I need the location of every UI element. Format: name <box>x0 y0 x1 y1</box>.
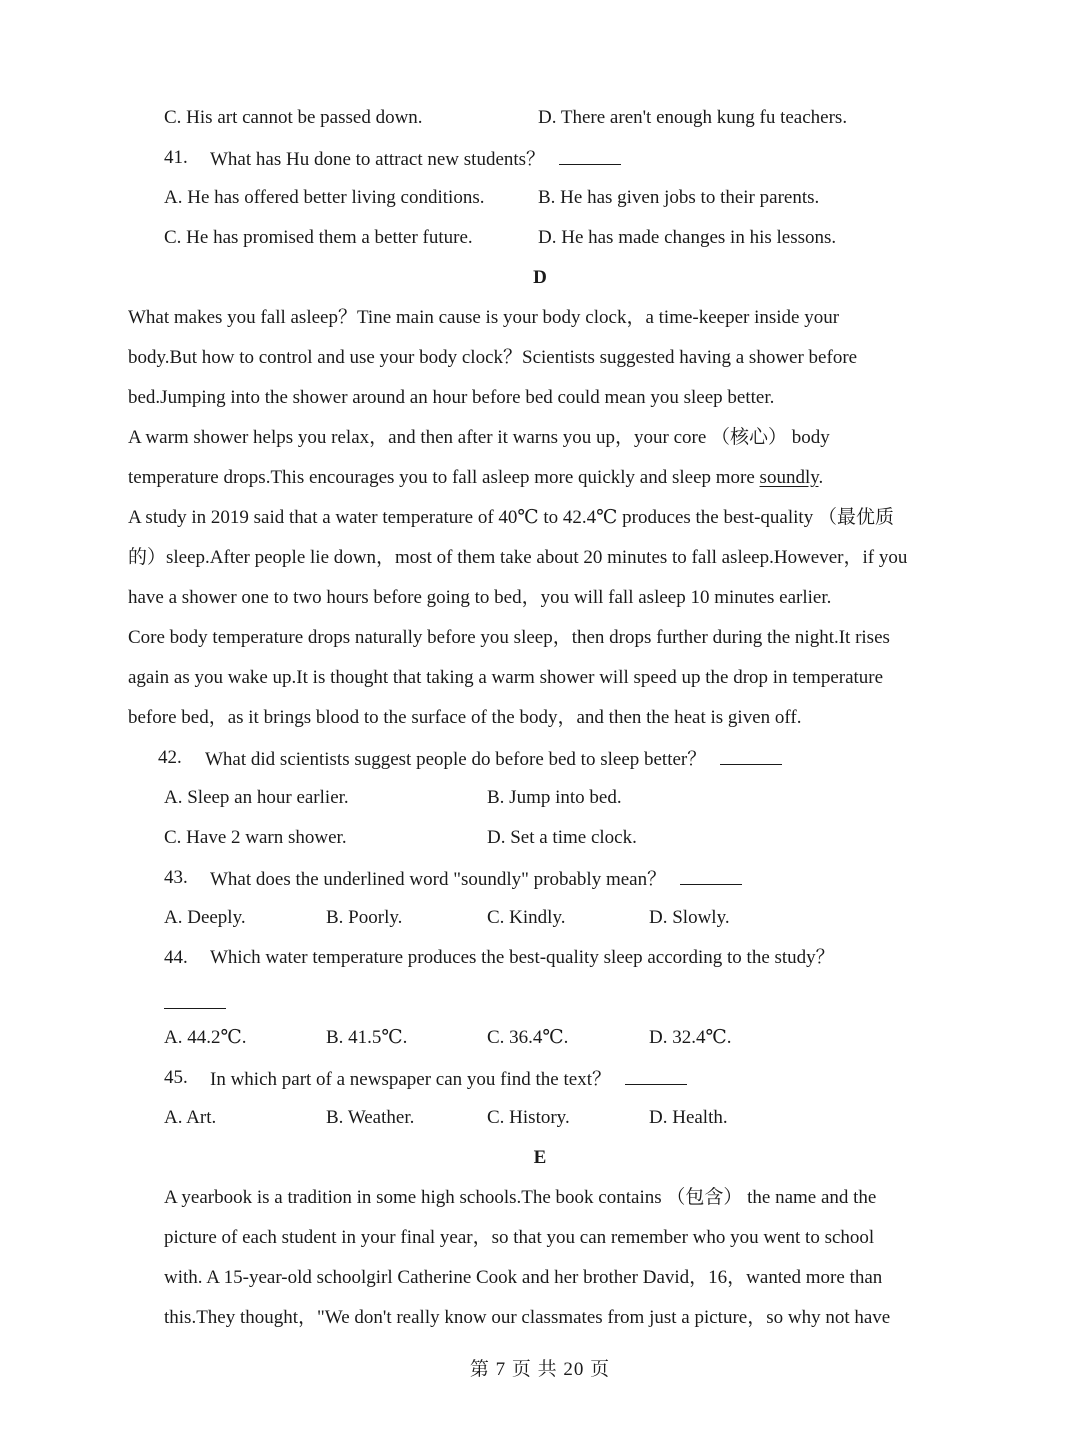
passage-e-line: A yearbook is a tradition in some high schools.The book contains （包含） the name and the <box>164 1187 877 1208</box>
q42-option-a: A. Sleep an hour earlier. <box>164 787 349 808</box>
q44-number: 44. <box>164 947 188 968</box>
section-d-heading: D <box>533 267 547 288</box>
q42-option-d: D. Set a time clock. <box>487 827 637 848</box>
passage-d-text: . <box>818 467 824 488</box>
q42-text: What did scientists suggest people do before bed to sleep better？ <box>205 749 707 770</box>
passage-d-line: body.But how to control and use your body clock？Scientists suggested having a shower before <box>128 347 858 368</box>
q44-option-d: D. 32.4℃. <box>649 1027 732 1048</box>
q41-option-a: A. He has offered better living conditions. <box>164 187 485 208</box>
passage-d-line: Core body temperature drops naturally before you sleep，then drops further during the night.It rises <box>128 627 890 648</box>
passage-e-line: with. A 15-year-old schoolgirl Catherine Cook and her brother David，16，wanted more than <box>164 1267 883 1288</box>
q44-text: Which water temperature produces the best-quality sleep according to the study？ <box>210 947 835 968</box>
q41-option-c: C. He has promised them a better future. <box>164 227 473 248</box>
q44-option-b: B. 41.5℃. <box>326 1027 408 1048</box>
q41-option-d: D. He has made changes in his lessons. <box>538 227 837 248</box>
passage-d-line: What makes you fall asleep？Tine main cause is your body clock，a time-keeper inside your <box>128 307 840 328</box>
passage-d-line: A warm shower helps you relax，and then after it warns you up，your core （核心） body <box>128 427 830 448</box>
q45-question <box>210 1066 687 1092</box>
answer-blank <box>559 146 621 165</box>
q45-option-d: D. Health. <box>649 1107 728 1128</box>
q41-option-b: B. He has given jobs to their parents. <box>538 187 820 208</box>
q43-option-b: B. Poorly. <box>326 907 403 928</box>
passage-d-line: A study in 2019 said that a water temperature of 40℃ to 42.4℃ produces the best-quality （最优质 <box>128 507 894 528</box>
underlined-word-soundly: soundly <box>759 467 819 488</box>
passage-d-line: have a shower one to two hours before going to bed，you will fall asleep 10 minutes earlier. <box>128 587 832 608</box>
q44-option-c: C. 36.4℃. <box>487 1027 569 1048</box>
answer-blank <box>164 1007 226 1009</box>
passage-d-line: before bed，as it brings blood to the surface of the body，and then the heat is given off. <box>128 707 802 728</box>
q45-text: In which part of a newspaper can you find the text？ <box>210 1069 611 1090</box>
q44-option-a: A. 44.2℃. <box>164 1027 247 1048</box>
passage-d-line: 的）sleep.After people lie down，most of them take about 20 minutes to fall asleep.However，if you <box>128 547 908 568</box>
q45-option-c: C. History. <box>487 1107 570 1128</box>
q43-option-a: A. Deeply. <box>164 907 246 928</box>
q42-option-b: B. Jump into bed. <box>487 787 622 808</box>
answer-blank <box>720 746 782 765</box>
passage-d-line: again as you wake up.It is thought that taking a warm shower will speed up the drop in temperature <box>128 667 884 688</box>
q45-number: 45. <box>164 1067 188 1088</box>
answer-blank <box>680 866 742 885</box>
passage-e-line: this.They thought，"We don't really know our classmates from just a picture，so why not have <box>164 1307 891 1328</box>
passage-d-line <box>128 466 823 490</box>
q41-text: What has Hu done to attract new students？ <box>210 149 546 170</box>
q43-text: What does the underlined word "soundly" probably mean？ <box>210 869 667 890</box>
q45-option-a: A. Art. <box>164 1107 217 1128</box>
q43-number: 43. <box>164 867 188 888</box>
passage-e-line: picture of each student in your final year，so that you can remember who you went to school <box>164 1227 875 1248</box>
q43-question <box>210 866 742 892</box>
page-footer: 第 7 页 共 20 页 <box>469 1359 611 1380</box>
passage-d-text: temperature drops.This encourages you to fall asleep more quickly and sleep more <box>128 467 760 488</box>
q41-number: 41. <box>164 147 188 168</box>
q40-option-d: D. There aren't enough kung fu teachers. <box>538 107 848 128</box>
q42-question <box>205 746 782 772</box>
section-e-heading: E <box>533 1147 547 1168</box>
q45-option-b: B. Weather. <box>326 1107 415 1128</box>
passage-d-line: bed.Jumping into the shower around an hour before bed could mean you sleep better. <box>128 387 775 408</box>
q42-number: 42. <box>158 747 182 768</box>
q43-option-d: D. Slowly. <box>649 907 730 928</box>
q43-option-c: C. Kindly. <box>487 907 566 928</box>
q40-option-c: C. His art cannot be passed down. <box>164 107 423 128</box>
q42-option-c: C. Have 2 warn shower. <box>164 827 347 848</box>
q41-question <box>210 146 621 172</box>
answer-blank <box>625 1066 687 1085</box>
